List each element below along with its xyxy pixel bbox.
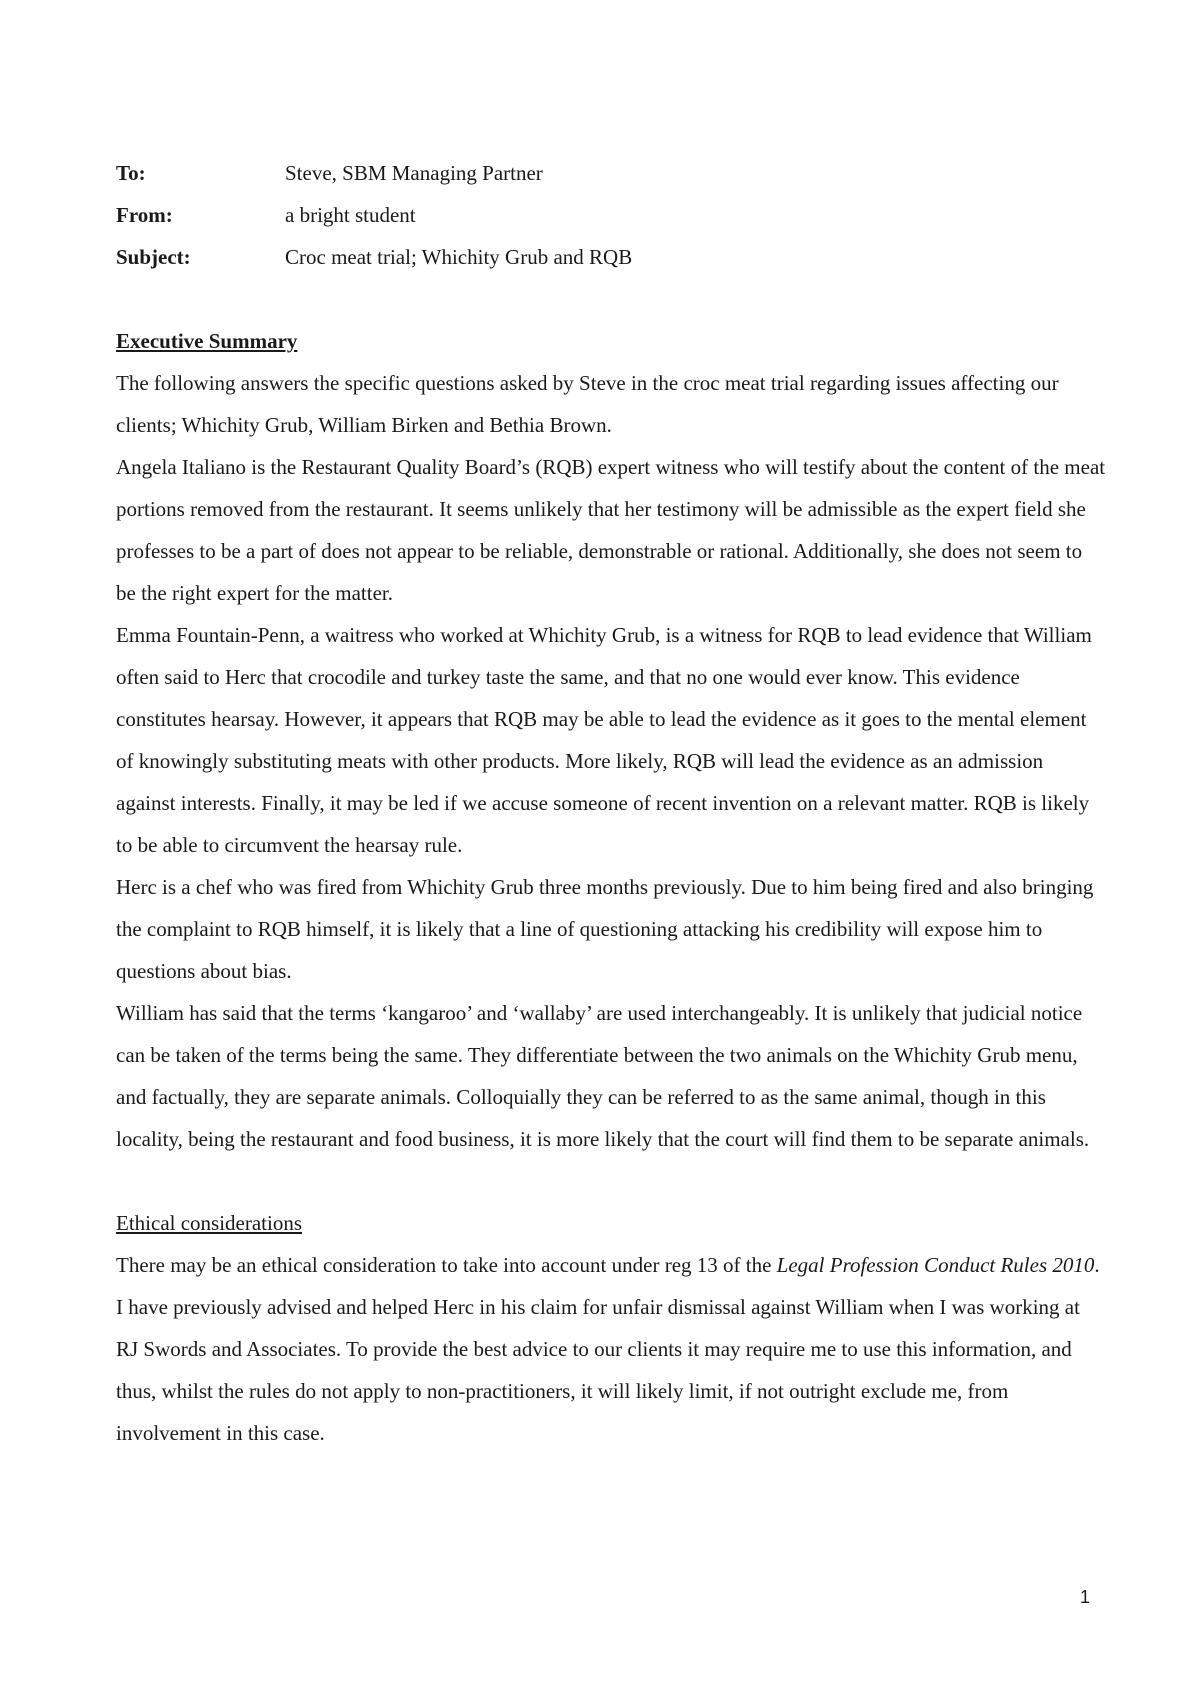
memo-to-value: Steve, SBM Managing Partner	[285, 161, 543, 185]
memo-to-label: To:	[116, 161, 146, 185]
summary-paragraph: Herc is a chef who was fired from Whichity Grub three months previously. Due to him being fired and also bringing the complaint to RQB himself, it is likely that a line of questioning attacking his credibility will expose him to questions about bias.	[116, 875, 1094, 983]
ethical-text-after: . I have previously advised and helped Herc in his claim for unfair dismissal against William when I was working at RJ Swords and Associates. To provide the best advice to our clients it may require me to use this information, and thus, whilst the rules do not apply to non-practitioners, it will likely limit, if not outright exclude me, from involvement in this case.	[116, 1253, 1100, 1445]
ethical-rules-citation: Legal Profession Conduct Rules 2010	[776, 1253, 1095, 1277]
summary-paragraph: Angela Italiano is the Restaurant Quality Board’s (RQB) expert witness who will testify about the content of the meat portions removed from the restaurant. It seems unlikely that her testimony will be admissible as the expert field she professes to be a part of does not appear to be reliable, demonstrable or rational. Additionally, she does not seem to be the right expert for the matter.	[116, 455, 1106, 605]
memo-body	[116, 320, 1106, 1454]
memo-subject-value: Croc meat trial; Whichity Grub and RQB	[285, 245, 633, 269]
ethical-paragraph	[116, 1244, 1106, 1454]
summary-paragraph: William has said that the terms ‘kangaroo’ and ‘wallaby’ are used interchangeably. It is unlikely that judicial notice can be taken of the terms being the same. They differentiate between the two animals on the Whichity Grub menu, and factually, they are separate animals. Colloquially they can be referred to as the same animal, though in this locality, being the restaurant and food business, it is more likely that the court will find them to be separate animals.	[116, 1001, 1090, 1151]
memo-subject-row	[116, 236, 1096, 278]
summary-paragraph: Emma Fountain-Penn, a waitress who worked at Whichity Grub, is a witness for RQB to lead evidence that William often said to Herc that crocodile and turkey taste the same, and that no one would ever know. This evidence constitutes hearsay. However, it appears that RQB may be able to lead the evidence as it goes to the mental element of knowingly substituting meats with other products. More likely, RQB will lead the evidence as an admission against interests. Finally, it may be led if we accuse someone of recent invention on a relevant matter. RQB is likely to be able to circumvent the hearsay rule.	[116, 623, 1092, 857]
memo-from-row	[116, 194, 1096, 236]
memo-header	[116, 152, 1096, 278]
memo-from-value: a bright student	[285, 203, 416, 227]
page-number: 1	[1079, 1587, 1090, 1607]
ethical-considerations-heading: Ethical considerations	[116, 1211, 303, 1235]
memo-subject-label: Subject:	[116, 245, 191, 269]
memo-to-row	[116, 152, 1096, 194]
section-spacer	[116, 1160, 1106, 1202]
memo-from-label: From:	[116, 203, 173, 227]
executive-summary-heading: Executive Summary	[116, 329, 298, 353]
summary-paragraph: The following answers the specific questions asked by Steve in the croc meat trial regarding issues affecting our clients; Whichity Grub, William Birken and Bethia Brown.	[116, 371, 1059, 437]
ethical-text-before: There may be an ethical consideration to take into account under reg 13 of the	[116, 1253, 777, 1277]
